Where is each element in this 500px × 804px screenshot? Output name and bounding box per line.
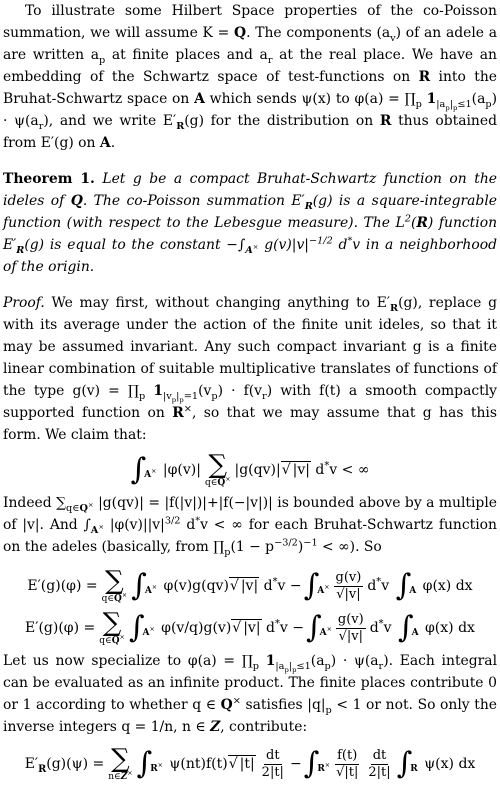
proof-label: Proof. — [3, 295, 45, 311]
proof-paragraph-3: Let us now specialize to $\varphi(a) = \prod_p$ $1_{|a_p|_p\le 1}(a_p) \cdot \psi(a_r)$. Each integral can be evaluated as an infinite product. The finite places contribute 0 or 1 according to whether q ∈ Q× satisfies $|q|_p < 1$ or not. So only the inverse integers q = 1/n, n ∈ Z, contribute: — [3, 653, 498, 735]
theorem-1: Theorem 1. Let g be a compact Bruhat-Schwartz function on the ideles of Q. The co-Poisson summation $E'_R(g)$ is a square-integrable function (with respect to the Lebesgue measure). The $L^2(R)$ function $E'_R(g)$ is equal to the constant $-\int_{A^\times}$ $g(v)|v|^{-1/2}$ d*v in a neighborhood of the origin. — [3, 171, 498, 275]
proof-paragraph-2: Indeed $\sum_{q\in Q^\times}$ |g(qv)| = |f(|v|)|+|f(−|v|)| is bounded above by a multiple of |v|. And $\int_{A^\times}$ $|\varphi(v)||v|^{3/2}$ d*v < ∞ for each Bruhat-Schwartz function on the adeles (basically, from $\prod_p(1 - p^{-3/2})^{-1}$ < ∞). So — [3, 495, 497, 558]
equation-4: $E'_R(g)(\psi)$ = ∑ n∈Z× ∫ R× ψ(nt)f(t)√ |t| $\frac{dt}{2|t|}$ − ∫ R× $\frac{f(t)}{√|t|}$ $\frac{dt}{2|t|}$ ∫ R ψ(x) dx — [24, 744, 476, 782]
intro-paragraph: To illustrate some Hilbert Space properties of the co-Poisson summation, we will assume K = Q. The components $(a_v)$ of an adele a are written $a_p$ at finite places and $a_r$ at the real place. We have an embedding of the Schwartz space of test-functions on R into the Bruhat-Schwartz space on A which sends ψ(x) to $\varphi(a) = \prod_p$ $1_{|a_p|_p\le 1}(a_p) \cdot \psi(a_r)$, and we write $E'_R(g)$ for the distribution on R thus obtained from E′(g) on A. — [3, 3, 498, 151]
equation-1: ∫ A× |φ(v)| ∑ q∈Q× |g(qv)|√ |v| d*v < ∞ — [130, 450, 370, 488]
equation-3: E′(g)(φ) = ∑ q∈Q× ∫ A× φ(v/q)g(v)√ |v| d*v − ∫ A× $\frac{g(v)}{√|v|}$ d*v ∫ A φ(x) dx — [25, 608, 475, 646]
theorem-label: Theorem 1. — [3, 171, 95, 187]
equation-2: E′(g)(φ) = ∑ q∈Q× ∫ A× φ(v)g(qv)√ |v| d*v − ∫ A× $\frac{g(v)}{√|v|}$ d*v ∫ A φ(x) dx — [27, 566, 473, 604]
proof-paragraph-1: Proof. We may first, without changing anything to $E'_R(g)$, replace g with its average under the action of the finite unit ideles, so that it may be assumed invariant. Any such compact invariant g is a finite linear combination of suitable multiplicative translates of functions of the type $g(v) = \prod_p$ $1_{|v_p|_p=1}(v_p) \cdot f(v_r)$ with f(t) a smooth compactly supported function on R×, so that we may assume that g has this form. We claim that: — [3, 295, 498, 443]
